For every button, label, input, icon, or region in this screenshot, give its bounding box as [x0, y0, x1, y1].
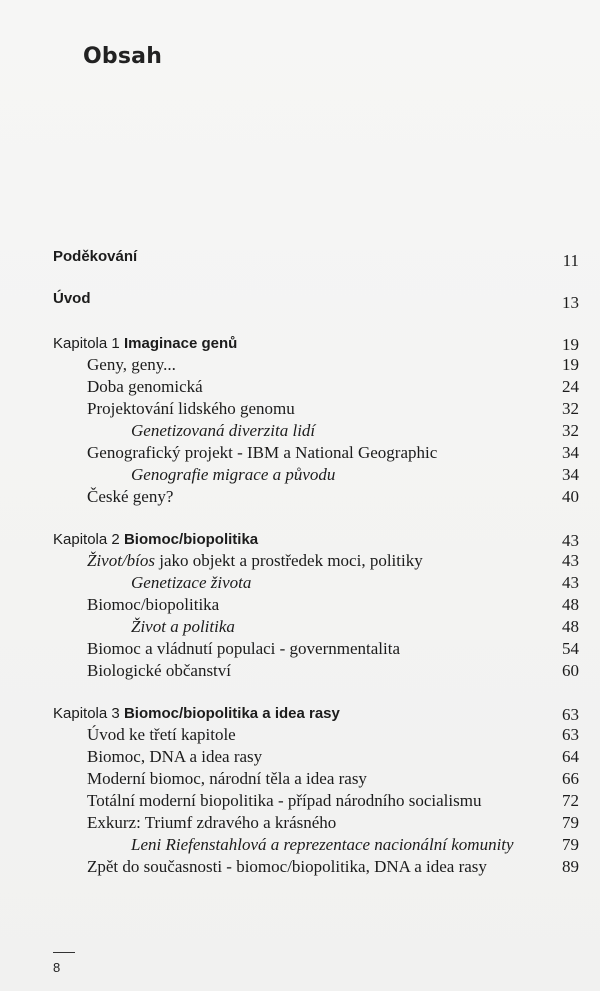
toc-entry-page: 19 [562, 335, 579, 354]
toc-entry-label: Exkurz: Triumf zdravého a krásného [87, 813, 337, 832]
toc-entry [0, 746, 600, 768]
toc-entry [0, 288, 600, 310]
toc-entry-page: 54 [562, 639, 579, 658]
toc-chapter [0, 528, 600, 550]
toc-entry-label: Genografie migrace a původu [131, 465, 336, 484]
chapter-prefix: Kapitola 3 [53, 705, 120, 722]
chapter-title: Biomoc/biopolitika [123, 531, 259, 548]
toc-entry [0, 812, 600, 834]
toc-entry-label: Poděkování [53, 248, 138, 265]
chapter-prefix: Kapitola 2 [53, 531, 120, 548]
toc-entry-label: Biomoc a vládnutí populaci - governmentalita [87, 639, 400, 658]
toc-entry-page: 43 [562, 573, 579, 592]
toc-entry-label: Genetizovaná diverzita lidí [131, 421, 316, 440]
toc-entry-page: 79 [562, 813, 579, 832]
toc-entry-label: Zpět do současnosti - biomoc/biopolitika, DNA a idea rasy [87, 857, 487, 876]
toc-entry-label: Biologické občanství [87, 661, 232, 680]
chapter-title: Biomoc/biopolitika a idea rasy [123, 705, 340, 722]
toc-entry-label: Leni Riefenstahlová a reprezentace nacionální komunity [131, 835, 514, 854]
toc-chapter [0, 332, 600, 354]
chapter-title: Imaginace genů [123, 335, 238, 352]
toc-entry-label: Moderní biomoc, národní těla a idea rasy [87, 769, 367, 788]
toc-entry [0, 376, 600, 398]
chapter-prefix: Kapitola 1 [53, 335, 120, 352]
toc-entry [0, 616, 600, 638]
toc-chapter-label [53, 332, 237, 355]
toc-entry [0, 768, 600, 790]
toc-entry [0, 572, 600, 594]
toc-entry [0, 246, 600, 268]
toc-entry-label: Život a politika [131, 617, 235, 636]
toc-entry-label [87, 550, 423, 572]
toc-entry [0, 442, 600, 464]
toc-entry-page: 11 [562, 251, 579, 270]
toc-entry [0, 834, 600, 856]
toc-entry [0, 398, 600, 420]
toc-entry [0, 638, 600, 660]
footer-rule [53, 952, 75, 953]
toc-entry-page: 32 [562, 399, 579, 418]
toc-entry-label-rest: jako objekt a prostředek moci, politiky [155, 551, 423, 570]
toc-entry [0, 464, 600, 486]
toc-entry [0, 790, 600, 812]
toc-entry [0, 420, 600, 442]
toc-entry-page: 64 [562, 747, 579, 766]
toc-entry-page: 43 [562, 531, 579, 550]
toc-entry [0, 354, 600, 376]
toc-entry-label: Biomoc, DNA a idea rasy [87, 747, 263, 766]
toc-chapter-label [53, 528, 258, 551]
toc-entry-page: 89 [562, 857, 579, 876]
toc-entry-label: Biomoc/biopolitika [87, 595, 220, 614]
toc-entry [0, 724, 600, 746]
page-title: Obsah [83, 44, 163, 69]
toc-entry-page: 63 [562, 725, 579, 744]
toc-entry-label: České geny? [87, 487, 174, 506]
toc-entry [0, 594, 600, 616]
toc-entry-page: 48 [562, 595, 579, 614]
toc-entry-label: Genografický projekt - IBM a National Geographic [87, 443, 438, 462]
toc-entry-page: 34 [562, 443, 579, 462]
toc-entry [0, 550, 600, 572]
toc-entry [0, 486, 600, 508]
toc-entry-page: 79 [562, 835, 579, 854]
toc-entry-label: Doba genomická [87, 377, 203, 396]
toc-entry-label-italic: Život/bíos [87, 551, 156, 570]
toc-entry-label: Geny, geny... [87, 355, 176, 374]
toc-entry-page: 24 [562, 377, 579, 396]
toc-entry-page: 60 [562, 661, 579, 680]
toc-entry-label: Úvod ke třetí kapitole [87, 725, 236, 744]
toc-entry-page: 63 [562, 705, 579, 724]
toc-entry-page: 48 [562, 617, 579, 636]
toc-entry-page: 40 [562, 487, 579, 506]
toc-entry-page: 32 [562, 421, 579, 440]
toc-entry [0, 856, 600, 878]
toc-chapter-label [53, 702, 340, 725]
toc-entry-page: 19 [562, 355, 579, 374]
toc-entry-label: Genetizace života [131, 573, 252, 592]
toc-entry-page: 43 [562, 551, 579, 570]
toc-entry-label: Totální moderní biopolitika - případ národního socialismu [87, 791, 482, 810]
page-number: 8 [53, 960, 61, 975]
toc-entry-page: 34 [562, 465, 579, 484]
toc-entry-label: Úvod [53, 290, 91, 307]
toc-entry-page: 72 [562, 791, 579, 810]
toc-entry [0, 660, 600, 682]
toc-entry-page: 13 [562, 293, 579, 312]
toc-entry-label: Projektování lidského genomu [87, 399, 295, 418]
toc-entry-page: 66 [562, 769, 579, 788]
toc-chapter [0, 702, 600, 724]
